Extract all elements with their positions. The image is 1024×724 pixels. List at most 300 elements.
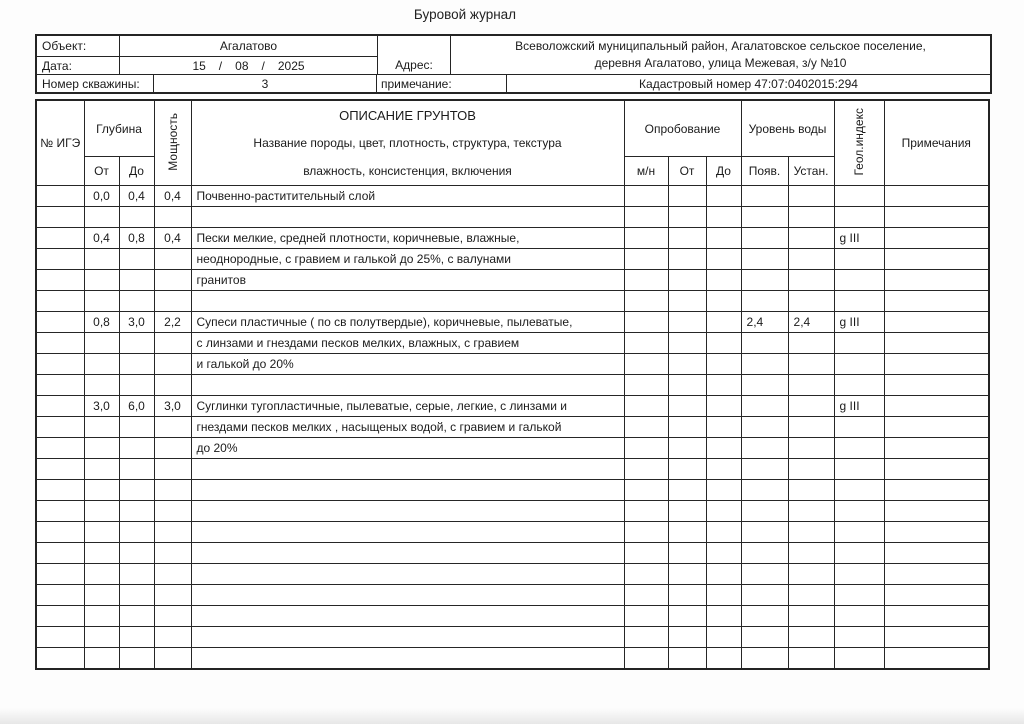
cell-water-steady (788, 459, 834, 480)
cell-sample-to (706, 333, 741, 354)
cell-water-appear (741, 606, 788, 627)
cell-depth-from (84, 585, 119, 606)
cell-ige (36, 270, 84, 291)
cell-thickness (154, 480, 191, 501)
cell-sample-to (706, 354, 741, 375)
cell-sample-to (706, 501, 741, 522)
cell-water-appear (741, 291, 788, 312)
cell-notes (884, 270, 989, 291)
table-row (36, 543, 989, 564)
page-title: Буровой журнал (413, 7, 517, 22)
cell-description: до 20% (191, 438, 624, 459)
cell-notes (884, 396, 989, 417)
header-description (191, 100, 624, 186)
cell-sample-to (706, 228, 741, 249)
cell-thickness (154, 270, 191, 291)
table-row (36, 501, 989, 522)
cell-water-appear (741, 186, 788, 207)
cell-sample-mn (624, 480, 668, 501)
cell-sample-to (706, 417, 741, 438)
date-row (37, 57, 377, 74)
cell-depth-from (84, 606, 119, 627)
cell-sample-to (706, 375, 741, 396)
cell-depth-from (84, 627, 119, 648)
cell-geol-index (834, 648, 884, 670)
object-value: Агалатово (219, 39, 278, 53)
cell-geol-index (834, 438, 884, 459)
cell-ige (36, 417, 84, 438)
cell-water-appear (741, 207, 788, 228)
cell-thickness (154, 291, 191, 312)
header-water-level: Уровень воды (741, 100, 834, 157)
cell-sample-to (706, 522, 741, 543)
cell-thickness (154, 522, 191, 543)
cell-geol-index (834, 333, 884, 354)
cell-thickness: 3,0 (154, 396, 191, 417)
cell-sample-to (706, 186, 741, 207)
cell-sample-from (668, 228, 706, 249)
address-line-2: деревня Агалатово, улица Межевая, з/у №10 (594, 56, 847, 70)
header-ige: № ИГЭ (36, 100, 84, 186)
header-geol-index (834, 100, 884, 186)
cell-description (191, 606, 624, 627)
cell-notes (884, 228, 989, 249)
cell-sample-from (668, 627, 706, 648)
table-row (36, 606, 989, 627)
object-row (37, 36, 377, 57)
cell-ige (36, 501, 84, 522)
cell-water-steady (788, 186, 834, 207)
header-depth-to: До (119, 157, 154, 186)
header-depth-from: От (84, 157, 119, 186)
cell-thickness (154, 501, 191, 522)
cell-water-appear (741, 501, 788, 522)
cell-description: с линзами и гнездами песков мелких, влажных, с гравием (191, 333, 624, 354)
cell-depth-to (119, 270, 154, 291)
cell-depth-from (84, 207, 119, 228)
table-row (36, 354, 989, 375)
cell-description (191, 501, 624, 522)
cell-depth-from (84, 333, 119, 354)
cell-sample-to (706, 270, 741, 291)
cell-notes (884, 543, 989, 564)
object-label: Объект: (37, 36, 120, 56)
cell-sample-from (668, 396, 706, 417)
cell-sample-to (706, 648, 741, 670)
cell-ige (36, 207, 84, 228)
cell-notes (884, 354, 989, 375)
address-line-1: Всеволожский муниципальный район, Агалатовское сельское поселение, (515, 39, 926, 53)
cell-depth-to (119, 249, 154, 270)
address-value (451, 36, 990, 74)
address-label: Адрес: (378, 36, 451, 74)
cell-sample-mn (624, 606, 668, 627)
cell-geol-index (834, 207, 884, 228)
cell-sample-mn (624, 501, 668, 522)
cell-depth-from (84, 522, 119, 543)
cell-geol-index (834, 186, 884, 207)
cell-ige (36, 375, 84, 396)
cell-thickness (154, 564, 191, 585)
cell-ige (36, 249, 84, 270)
table-row (36, 312, 989, 333)
address-block (378, 36, 990, 74)
cell-geol-index (834, 543, 884, 564)
header-geol-index-label: Геол.индекс (852, 107, 867, 176)
cell-geol-index (834, 501, 884, 522)
cell-ige (36, 459, 84, 480)
cell-depth-from (84, 480, 119, 501)
cell-water-appear (741, 249, 788, 270)
cell-sample-from (668, 186, 706, 207)
table-row (36, 522, 989, 543)
cell-water-appear (741, 270, 788, 291)
table-row (36, 417, 989, 438)
cell-depth-to: 0,4 (119, 186, 154, 207)
cell-depth-to (119, 501, 154, 522)
cell-notes (884, 627, 989, 648)
cell-sample-mn (624, 291, 668, 312)
table-row (36, 396, 989, 417)
cell-thickness (154, 207, 191, 228)
cell-water-steady (788, 375, 834, 396)
cell-geol-index (834, 417, 884, 438)
cell-notes (884, 291, 989, 312)
cell-thickness: 0,4 (154, 186, 191, 207)
cell-water-steady (788, 564, 834, 585)
cell-thickness (154, 606, 191, 627)
table-row (36, 228, 989, 249)
cell-water-steady (788, 249, 834, 270)
cell-sample-mn (624, 270, 668, 291)
cell-sample-from (668, 648, 706, 670)
cell-sample-mn (624, 417, 668, 438)
cell-notes (884, 522, 989, 543)
table-row (36, 375, 989, 396)
table-row (36, 585, 989, 606)
cell-depth-to: 6,0 (119, 396, 154, 417)
cell-sample-mn (624, 522, 668, 543)
cell-sample-mn (624, 396, 668, 417)
cell-depth-from: 0,8 (84, 312, 119, 333)
cell-ige (36, 333, 84, 354)
cell-ige (36, 291, 84, 312)
cell-thickness (154, 459, 191, 480)
cell-geol-index: g III (834, 228, 884, 249)
cell-sample-to (706, 627, 741, 648)
cell-sample-to (706, 207, 741, 228)
cell-description (191, 627, 624, 648)
table-row (36, 438, 989, 459)
cell-thickness (154, 585, 191, 606)
cell-sample-to (706, 480, 741, 501)
cell-depth-from: 0,4 (84, 228, 119, 249)
cell-sample-mn (624, 249, 668, 270)
cell-sample-to (706, 543, 741, 564)
cell-sample-from (668, 501, 706, 522)
header-sampling: Опробование (624, 100, 741, 157)
date-label: Дата: (37, 57, 120, 74)
cell-thickness (154, 354, 191, 375)
cell-notes (884, 585, 989, 606)
cell-water-appear (741, 480, 788, 501)
cell-sample-to (706, 291, 741, 312)
cell-sample-mn (624, 627, 668, 648)
cell-depth-to (119, 207, 154, 228)
header-water-appear: Появ. (741, 157, 788, 186)
cell-ige (36, 585, 84, 606)
cell-thickness (154, 627, 191, 648)
cell-ige (36, 438, 84, 459)
header-thickness (154, 100, 191, 186)
cell-water-steady (788, 522, 834, 543)
cell-sample-to (706, 396, 741, 417)
cell-ige (36, 312, 84, 333)
cell-sample-to (706, 459, 741, 480)
table-row (36, 564, 989, 585)
cell-water-appear (741, 648, 788, 670)
cell-thickness: 2,2 (154, 312, 191, 333)
table-row (36, 627, 989, 648)
cell-sample-from (668, 417, 706, 438)
cell-sample-to (706, 249, 741, 270)
cell-geol-index (834, 291, 884, 312)
cell-sample-from (668, 375, 706, 396)
cell-geol-index (834, 375, 884, 396)
cell-description (191, 207, 624, 228)
cell-geol-index (834, 627, 884, 648)
cell-water-steady (788, 270, 834, 291)
cell-sample-mn (624, 564, 668, 585)
cell-description (191, 522, 624, 543)
cell-water-appear (741, 564, 788, 585)
cell-water-steady (788, 606, 834, 627)
cell-thickness (154, 417, 191, 438)
cell-water-steady (788, 627, 834, 648)
cell-water-appear (741, 627, 788, 648)
cell-geol-index (834, 606, 884, 627)
cell-depth-to (119, 543, 154, 564)
cell-depth-from (84, 459, 119, 480)
cell-sample-from (668, 249, 706, 270)
cell-water-appear (741, 228, 788, 249)
cell-depth-from (84, 291, 119, 312)
cell-description (191, 564, 624, 585)
header-sample-mn: м/н (624, 157, 668, 186)
cell-sample-mn (624, 333, 668, 354)
cell-ige (36, 648, 84, 670)
header-water-steady: Устан. (788, 157, 834, 186)
cell-depth-to (119, 459, 154, 480)
cell-depth-from (84, 417, 119, 438)
cell-thickness (154, 375, 191, 396)
cell-water-steady (788, 417, 834, 438)
cell-geol-index (834, 522, 884, 543)
cell-sample-from (668, 270, 706, 291)
table-row (36, 207, 989, 228)
cell-thickness (154, 333, 191, 354)
cell-water-appear (741, 522, 788, 543)
cell-sample-from (668, 606, 706, 627)
cell-sample-from (668, 207, 706, 228)
well-number-value: 3 (154, 75, 377, 92)
cell-water-steady (788, 333, 834, 354)
cell-geol-index: g III (834, 312, 884, 333)
cell-description: Почвенно-раститительный слой (191, 186, 624, 207)
cell-sample-from (668, 480, 706, 501)
cell-thickness: 0,4 (154, 228, 191, 249)
cell-geol-index (834, 459, 884, 480)
cell-depth-to (119, 480, 154, 501)
cell-sample-mn (624, 207, 668, 228)
cell-sample-to (706, 312, 741, 333)
cell-notes (884, 333, 989, 354)
cell-ige (36, 522, 84, 543)
cell-water-appear (741, 396, 788, 417)
info-row-3 (37, 75, 990, 92)
cell-depth-from (84, 249, 119, 270)
cell-sample-to (706, 585, 741, 606)
cell-depth-from (84, 375, 119, 396)
cell-water-steady: 2,4 (788, 312, 834, 333)
info-rows-1-2 (37, 36, 990, 75)
cell-ige (36, 543, 84, 564)
cell-ige (36, 606, 84, 627)
cell-depth-to: 0,8 (119, 228, 154, 249)
cell-notes (884, 438, 989, 459)
cell-notes (884, 312, 989, 333)
cell-thickness (154, 438, 191, 459)
cell-water-steady (788, 438, 834, 459)
cell-notes (884, 207, 989, 228)
header-notes: Примечания (884, 100, 989, 186)
cell-thickness (154, 648, 191, 670)
cell-description (191, 543, 624, 564)
cell-depth-to (119, 291, 154, 312)
cell-depth-to (119, 333, 154, 354)
cell-description (191, 459, 624, 480)
cell-depth-from (84, 438, 119, 459)
table-row (36, 270, 989, 291)
cell-depth-to (119, 585, 154, 606)
cell-depth-from (84, 543, 119, 564)
cell-water-steady (788, 480, 834, 501)
cell-sample-mn (624, 648, 668, 670)
cell-thickness (154, 543, 191, 564)
cell-water-appear (741, 459, 788, 480)
note-label: примечание: (377, 75, 507, 92)
cell-sample-mn (624, 459, 668, 480)
cell-description (191, 375, 624, 396)
cell-depth-to (119, 522, 154, 543)
cell-ige (36, 480, 84, 501)
cell-ige (36, 396, 84, 417)
cell-depth-to (119, 627, 154, 648)
cell-water-appear (741, 585, 788, 606)
cell-depth-to (119, 606, 154, 627)
cell-notes (884, 564, 989, 585)
cell-depth-from (84, 501, 119, 522)
cell-sample-to (706, 564, 741, 585)
cell-geol-index (834, 249, 884, 270)
cell-notes (884, 249, 989, 270)
cell-water-appear (741, 543, 788, 564)
note-value: Кадастровый номер 47:07:0402015:294 (639, 76, 858, 91)
cell-sample-mn (624, 375, 668, 396)
cell-water-appear (741, 438, 788, 459)
cell-ige (36, 627, 84, 648)
cell-water-appear (741, 354, 788, 375)
cell-notes (884, 480, 989, 501)
info-header-table (35, 34, 992, 94)
table-row (36, 291, 989, 312)
date-year: 2025 (277, 58, 305, 73)
cell-sample-from (668, 564, 706, 585)
header-description-sub2: влажность, консистенция, включения (303, 164, 512, 179)
cell-notes (884, 186, 989, 207)
cell-water-appear (741, 333, 788, 354)
cell-geol-index (834, 480, 884, 501)
header-sample-to: До (706, 157, 741, 186)
header-thickness-label: Мощность (165, 112, 180, 171)
cell-depth-from (84, 354, 119, 375)
cell-sample-mn (624, 228, 668, 249)
table-row (36, 186, 989, 207)
info-left-block (37, 36, 378, 74)
cell-water-appear (741, 417, 788, 438)
cell-geol-index (834, 564, 884, 585)
cell-depth-to (119, 564, 154, 585)
cell-sample-from (668, 459, 706, 480)
cell-sample-from (668, 585, 706, 606)
cell-description: и галькой до 20% (191, 354, 624, 375)
cell-depth-to (119, 648, 154, 670)
cell-depth-to (119, 417, 154, 438)
cell-water-steady (788, 228, 834, 249)
cell-notes (884, 606, 989, 627)
cell-depth-to (119, 375, 154, 396)
cell-sample-to (706, 438, 741, 459)
well-number-label: Номер скважины: (37, 75, 154, 92)
cell-description (191, 648, 624, 670)
cell-ige (36, 354, 84, 375)
cell-notes (884, 648, 989, 670)
table-row (36, 249, 989, 270)
cell-geol-index (834, 270, 884, 291)
date-separator: / (261, 58, 265, 73)
cell-sample-from (668, 291, 706, 312)
cell-sample-from (668, 543, 706, 564)
cell-geol-index: g III (834, 396, 884, 417)
cell-description: неоднородные, с гравием и галькой до 25%, с валунами (191, 249, 624, 270)
table-row (36, 648, 989, 670)
cell-ige (36, 564, 84, 585)
cell-sample-from (668, 312, 706, 333)
cell-notes (884, 501, 989, 522)
cell-sample-from (668, 438, 706, 459)
cell-description: Супеси пластичные ( по св полутвердые), коричневые, пылеватые, (191, 312, 624, 333)
cell-description: Суглинки тугопластичные, пылеватые, серые, легкие, с линзами и (191, 396, 624, 417)
table-body (36, 186, 989, 670)
cell-description (191, 585, 624, 606)
cell-water-appear (741, 375, 788, 396)
cell-water-steady (788, 648, 834, 670)
cell-depth-from: 0,0 (84, 186, 119, 207)
cell-description: гнездами песков мелких , насыщеных водой, с гравием и галькой (191, 417, 624, 438)
drilling-log-table (35, 99, 990, 670)
cell-depth-to: 3,0 (119, 312, 154, 333)
cell-water-steady (788, 354, 834, 375)
